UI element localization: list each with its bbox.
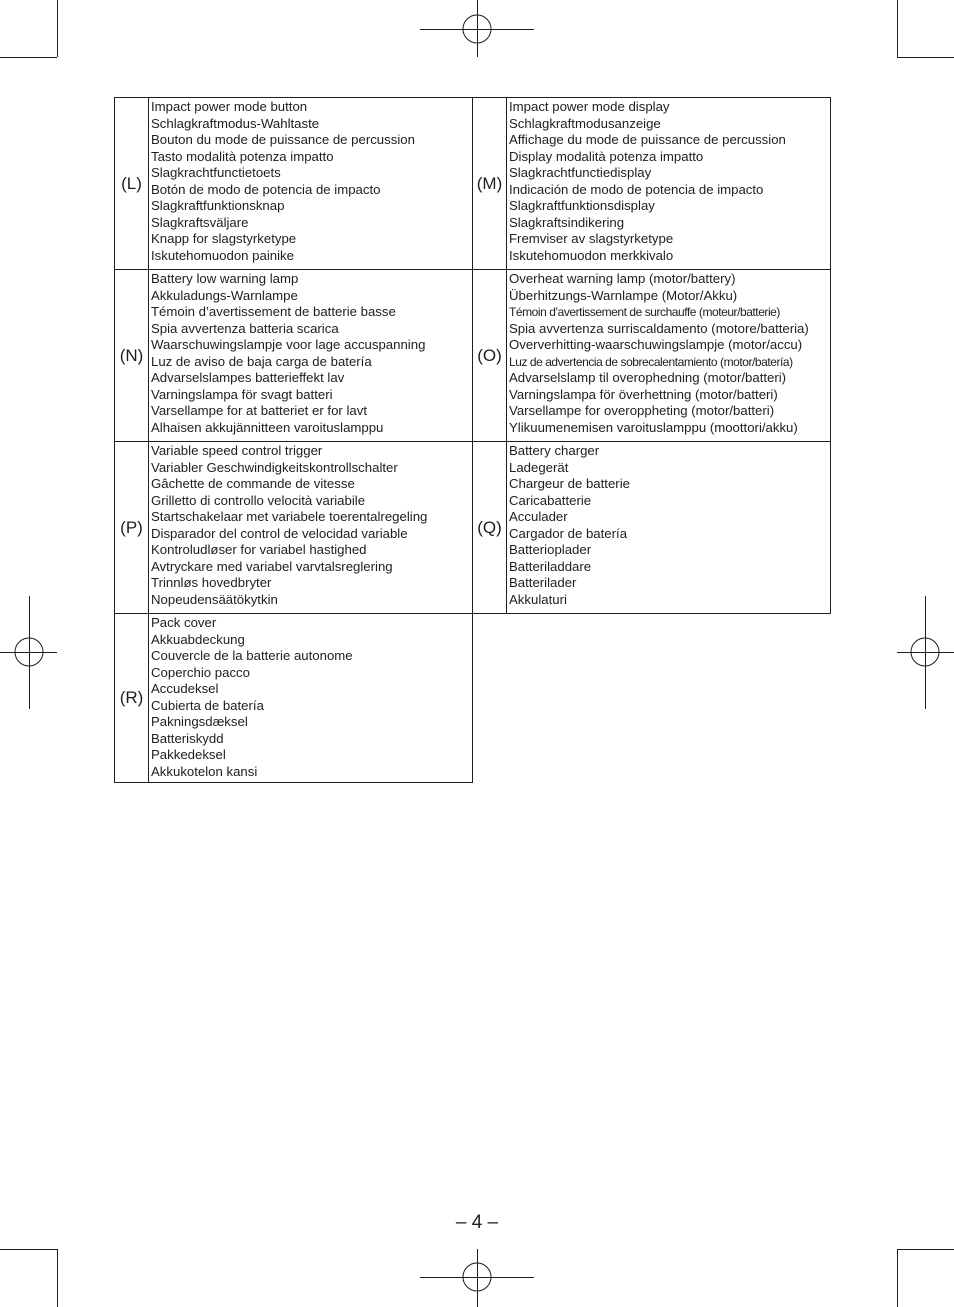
- line: Iskutehomuodon painike: [151, 247, 294, 263]
- line: Fremviser av slagstyrketype: [509, 231, 674, 246]
- line: Schlagkraftmodusanzeige: [509, 115, 661, 131]
- line: Alhaisen akkujännitteen varoituslamppu: [151, 419, 384, 435]
- section-letter-p: (P): [115, 442, 149, 614]
- line: Schlagkraftmodus-Wahltaste: [151, 115, 320, 131]
- line: Témoin d’avertissement de surchauffe (moteur/batterie): [509, 305, 780, 319]
- crop-mark-top-right: [897, 0, 954, 58]
- line: Waarschuwingslampje voor lage accuspanning: [151, 337, 426, 352]
- line: Slagkraftsväljare: [151, 214, 249, 230]
- line: Überhitzungs-Warnlampe (Motor/Akku): [509, 287, 738, 303]
- line: Akkulaturi: [509, 591, 567, 607]
- section-letter-l: (L): [115, 98, 149, 270]
- line: Cargador de batería: [509, 525, 628, 541]
- line: Varningslampa för svagt batteri: [151, 386, 333, 402]
- line: Pakkedeksel: [151, 747, 226, 762]
- line: Couvercle de la batterie autonome: [151, 648, 353, 663]
- line: Advarselslamp til overophedning (motor/batteri): [509, 370, 787, 385]
- line: Knapp for slagstyrketype: [151, 231, 297, 246]
- line: Chargeur de batterie: [509, 476, 630, 491]
- registration-mark-bottom: [420, 1249, 534, 1307]
- line: Luz de aviso de baja carga de batería: [151, 353, 372, 369]
- line: Variable speed control trigger: [151, 443, 323, 458]
- line: Spia avvertenza batteria scarica: [151, 320, 339, 336]
- line: Indicación de modo de potencia de impacto: [509, 181, 764, 197]
- line: Slagkraftfunktionsknap: [151, 198, 285, 213]
- registration-mark-left: [0, 596, 57, 709]
- section-text-p: [149, 442, 473, 614]
- line: Impact power mode button: [151, 99, 308, 114]
- line: Témoin d’avertissement de batterie basse: [151, 304, 396, 319]
- line: Impact power mode display: [509, 99, 670, 114]
- crop-mark-top-left: [0, 0, 58, 58]
- line: Affichage du mode de puissance de percussion: [509, 132, 786, 147]
- line: Varsellampe for overoppheting (motor/batteri): [509, 403, 775, 418]
- crop-mark-bottom-right: [897, 1249, 954, 1307]
- crop-mark-bottom-left: [0, 1249, 58, 1307]
- line: Slagkraftsindikering: [509, 214, 625, 230]
- line: Caricabatterie: [509, 492, 592, 508]
- line: Akkukotelon kansi: [151, 763, 258, 779]
- section-letter-r: (R): [115, 614, 149, 783]
- line: Acculader: [509, 509, 568, 524]
- line: Batterilader: [509, 575, 577, 590]
- section-text-n: [149, 270, 473, 442]
- line: Trinnløs hovedbryter: [151, 575, 272, 590]
- line: Luz de advertencia de sobrecalentamiento (motor/batería): [509, 354, 793, 369]
- line: Accudeksel: [151, 681, 219, 696]
- line: Slagkrachtfunctiedisplay: [509, 165, 652, 180]
- line: Varningslampa för överhettning (motor/batteri): [509, 386, 778, 402]
- line: Spia avvertenza surriscaldamento (motore/batteria): [509, 320, 809, 336]
- page-number: – 4 –: [455, 1212, 499, 1233]
- line: Pakningsdæksel: [151, 714, 248, 729]
- line: Botón de modo de potencia de impacto: [151, 181, 381, 197]
- line: Ladegerät: [509, 459, 569, 475]
- line: Batteriskydd: [151, 730, 224, 746]
- line: Oververhitting-waarschuwingslampje (motor/accu): [509, 337, 803, 352]
- section-text-l: [149, 98, 473, 270]
- section-text-m: [507, 98, 831, 270]
- section-text-q: [507, 442, 831, 614]
- section-text-r: [149, 614, 473, 783]
- line: Akkuabdeckung: [151, 631, 245, 647]
- line: Coperchio pacco: [151, 664, 250, 680]
- line: Varsellampe for at batteriet er for lavt: [151, 403, 367, 418]
- line: Battery low warning lamp: [151, 271, 299, 286]
- line: Display modalità potenza impatto: [509, 148, 704, 164]
- line: Iskutehomuodon merkkivalo: [509, 247, 674, 263]
- section-letter-n: (N): [115, 270, 149, 442]
- line: Startschakelaar met variabele toerentalregeling: [151, 509, 428, 524]
- line: Bouton du mode de puissance de percussion: [151, 132, 415, 147]
- line: Tasto modalità potenza impatto: [151, 148, 334, 164]
- line: Pack cover: [151, 615, 217, 630]
- table-row: [115, 614, 831, 783]
- line: Disparador del control de velocidad variable: [151, 525, 408, 541]
- parts-table: [114, 97, 831, 783]
- line: Gâchette de commande de vitesse: [151, 476, 355, 491]
- table-row: [115, 270, 831, 442]
- line: Nopeudensäätökytkin: [151, 591, 278, 607]
- line: Overheat warning lamp (motor/battery): [509, 271, 736, 286]
- line: Cubierta de batería: [151, 697, 264, 713]
- line: Grilletto di controllo velocità variabile: [151, 492, 366, 508]
- line: Slagkraftfunktionsdisplay: [509, 198, 655, 213]
- line: Battery charger: [509, 443, 600, 458]
- line: Kontroludløser for variabel hastighed: [151, 542, 367, 557]
- registration-mark-right: [897, 596, 954, 709]
- section-letter-q: (Q): [473, 442, 507, 614]
- section-text-o: [507, 270, 831, 442]
- line: Akkuladungs-Warnlampe: [151, 287, 298, 303]
- line: Advarselslampes batterieffekt lav: [151, 370, 345, 385]
- table-row: [115, 98, 831, 270]
- table-row: [115, 442, 831, 614]
- line: Avtryckare med variabel varvtalsreglering: [151, 558, 393, 574]
- empty-cell: [473, 614, 831, 783]
- registration-mark-top: [420, 0, 534, 57]
- line: Batterioplader: [509, 542, 592, 557]
- line: Slagkrachtfunctietoets: [151, 165, 281, 180]
- line: Batteriladdare: [509, 558, 592, 574]
- line: Variabler Geschwindigkeitskontrollschalter: [151, 459, 398, 475]
- section-letter-o: (O): [473, 270, 507, 442]
- section-letter-m: (M): [473, 98, 507, 270]
- line: Ylikuumenemisen varoituslamppu (moottori/akku): [509, 419, 798, 435]
